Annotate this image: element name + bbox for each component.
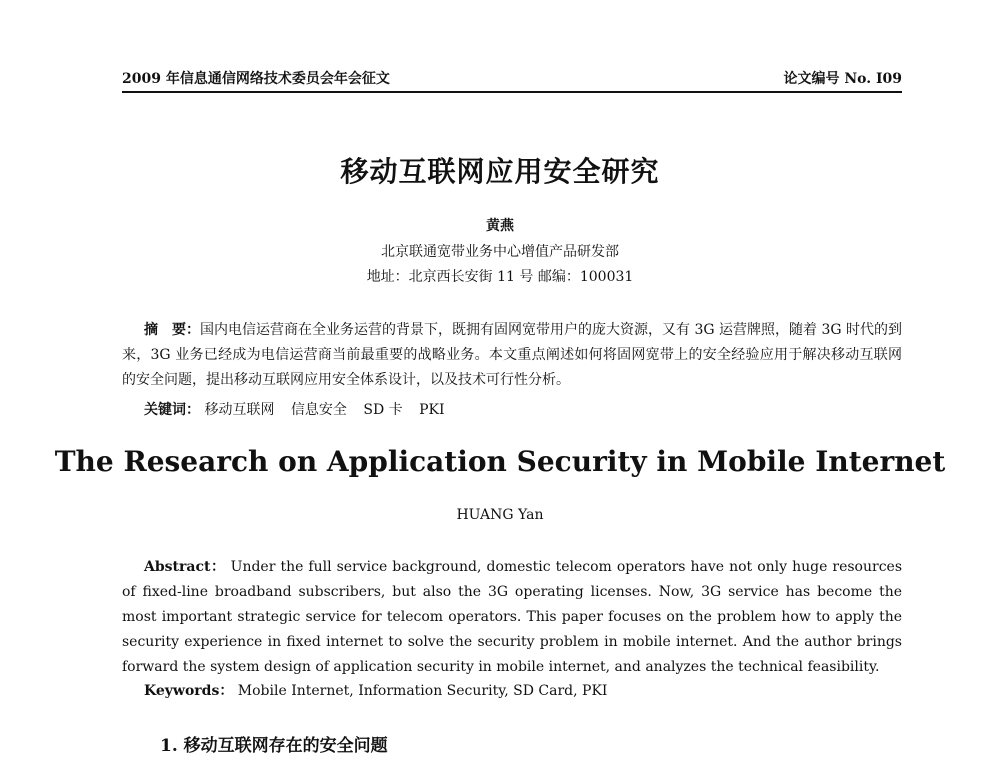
- header-paper-number: 论文编号 No. I09: [783, 71, 902, 87]
- abstract-english: [122, 555, 902, 680]
- section-heading: [160, 731, 902, 756]
- keywords-chinese: [144, 398, 902, 423]
- abstract-english-text: Under the full service background, domestic telecom operators have not only huge resources of fixed-line broadband subscribers, but also the 3G operating licenses. Now, 3G service has become the most important strategic service for telecom operators. This paper focuses on the problem how to apply the security experience in fixed internet to solve the security problem in mobile internet. And the author brings forward the system design of application security in mobile internet, and analyzes the technical feasibility.: [122, 559, 903, 675]
- address-chinese: 地址：北京西长安街 11 号 邮编：100031: [366, 269, 634, 285]
- section-title: 移动互联网存在的安全问题: [183, 736, 388, 756]
- running-header: [122, 64, 902, 90]
- header-rule: [122, 91, 902, 93]
- keywords-chinese-label: 关键词：: [144, 402, 200, 418]
- keywords-english: [144, 679, 902, 704]
- author-english: HUANG Yan: [456, 507, 544, 523]
- abstract-english-label: Abstract：: [144, 559, 226, 575]
- abstract-chinese: [122, 318, 902, 393]
- author-chinese: 黄燕: [486, 218, 514, 234]
- keyword-item: 信息安全: [290, 402, 347, 418]
- section-number: 1.: [160, 736, 178, 756]
- keywords-english-label: Keywords：: [144, 683, 234, 699]
- title-chinese: 移动互联网应用安全研究: [340, 155, 660, 188]
- header-conference: 2009 年信息通信网络技术委员会年会征文: [122, 71, 390, 87]
- keywords-english-text: Mobile Internet, Information Security, SD Card, PKI: [237, 683, 608, 699]
- keyword-item: PKI: [419, 402, 445, 418]
- abstract-chinese-text: 国内电信运营商在全业务运营的背景下，既拥有固网宽带用户的庞大资源，又有 3G 运营牌照，随着 3G 时代的到来，3G 业务已经成为电信运营商当前最重要的战略业务。本文重点阐述如何将固网宽带上的安全经验应用于解决移动互联网的安全问题，提出移动互联网应用安全体系设计，以及技术可行性分析。: [122, 322, 903, 388]
- keyword-item: SD 卡: [363, 402, 403, 418]
- affiliation-chinese: 北京联通宽带业务中心增值产品研发部: [381, 244, 619, 260]
- abstract-chinese-label: 摘 要：: [144, 322, 201, 338]
- title-english: The Research on Application Security in Mobile Internet: [54, 445, 946, 478]
- keyword-item: 移动互联网: [204, 402, 275, 418]
